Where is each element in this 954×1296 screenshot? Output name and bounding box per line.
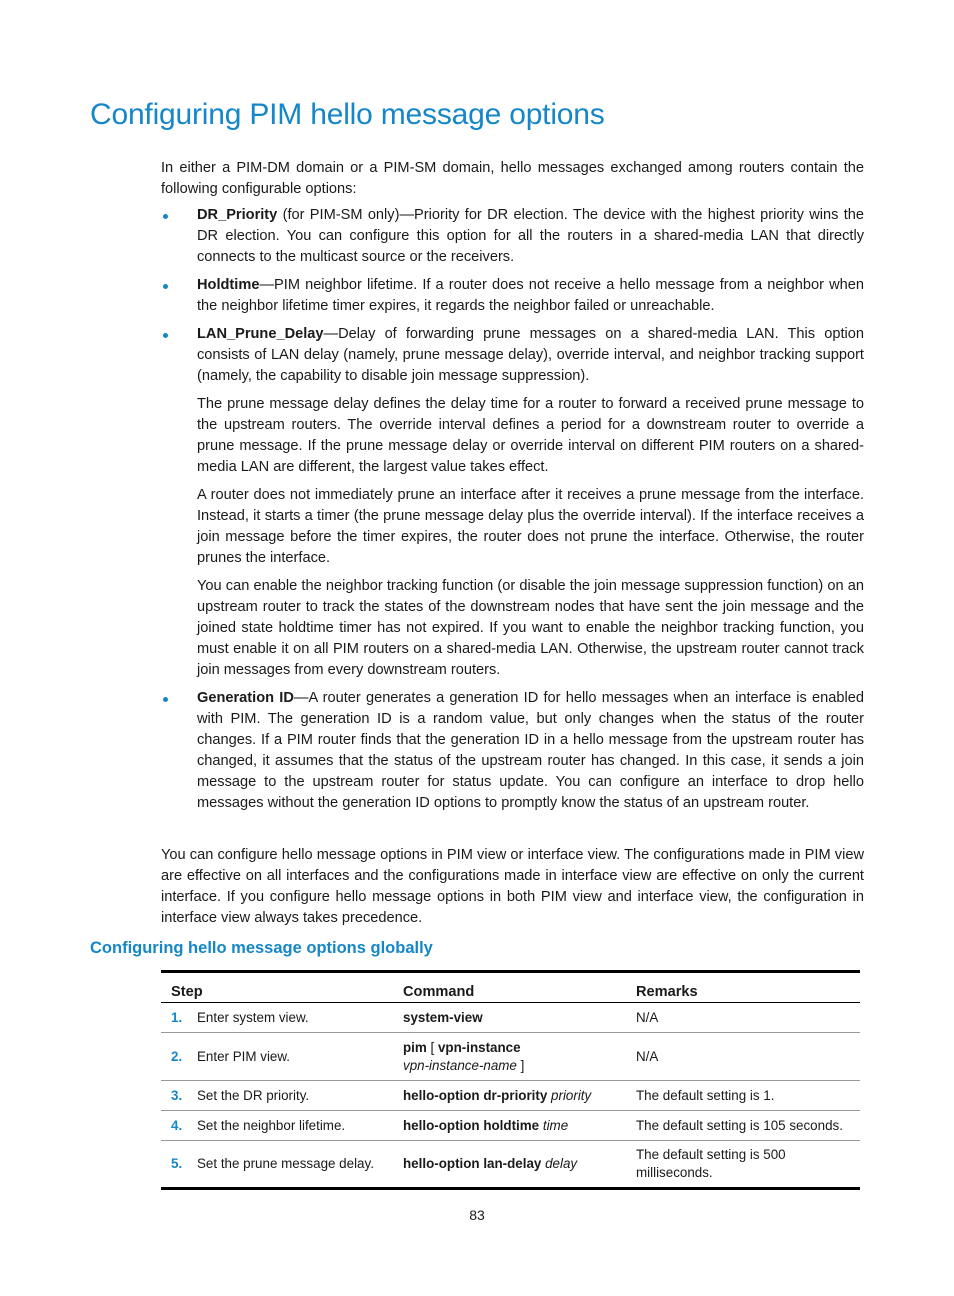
page-title: Configuring PIM hello message options (90, 98, 605, 131)
command-argument: delay (545, 1156, 578, 1171)
term-label: DR_Priority (197, 207, 278, 223)
term-label: Generation ID (197, 690, 294, 706)
column-header-command: Command (393, 972, 626, 1003)
command-keyword: system-view (403, 1009, 483, 1025)
list-item-generation-id (161, 688, 864, 814)
command-keyword: hello-option holdtime (403, 1117, 540, 1133)
table-row (161, 1033, 860, 1081)
term-description: (for PIM-SM only)—Priority for DR election. The device with the highest priority wins the DR election. You can configure this option for all the routers in a shared-media LAN that directly connects to the multicast source or the receivers. (197, 207, 864, 265)
step-description: Set the prune message delay. (197, 1156, 374, 1171)
step-description: Enter PIM view. (197, 1048, 291, 1064)
command-keyword: pim (403, 1039, 427, 1055)
step-number: 4. (171, 1117, 183, 1133)
command-argument: time (542, 1117, 569, 1133)
command-keyword: vpn-instance (437, 1039, 521, 1055)
detail-paragraph: A router does not immediately prune an interface after it receives a prune message from the interface. Instead, it starts a timer (the prune message delay plus the override interval). If the interface receives a join message before the timer expires, the router does not prune the interface. Otherwise, the router prunes the interface. (197, 487, 864, 566)
section-heading: Configuring hello message options globally (90, 939, 433, 957)
step-number: 5. (171, 1156, 183, 1171)
term-description: —Delay of forwarding prune messages on a shared-media LAN. This option consists of LAN delay (namely, prune message delay), override interval, and neighbor tracking support (namely, the capability to disable join message suppression). (197, 326, 864, 384)
list-item-lan-prune-delay (161, 324, 864, 681)
bullet-icon (163, 214, 168, 219)
detail-paragraph: You can enable the neighbor tracking function (or disable the join message suppression function) on an upstream router to track the states of the downstream nodes that have sent the join message and the joined state holdtime timer has not expired. If you want to enable the neighbor tracking function, you must enable it on all PIM routers on a shared-media LAN. Otherwise, the upstream router cannot track join messages from every downstream routers. (197, 578, 864, 678)
detail-paragraph: The prune message delay defines the delay time for a router to forward a received prune message to the upstream routers. The override interval defines a period for a downstream router to override a prune message. If the prune message delay or override interval on different PIM routers on a shared-media LAN are different, the largest value takes effect. (197, 396, 864, 475)
remarks-cell: N/A (626, 1003, 860, 1033)
remarks-cell: N/A (626, 1033, 860, 1081)
bullet-icon (163, 697, 168, 702)
term-label: LAN_Prune_Delay (197, 326, 324, 342)
options-list (161, 205, 864, 821)
step-number: 3. (171, 1087, 183, 1103)
step-description: Set the neighbor lifetime. (197, 1117, 346, 1133)
bullet-icon (163, 284, 168, 289)
remarks-cell: The default setting is 1. (626, 1081, 860, 1111)
command-argument: priority (551, 1087, 592, 1103)
command-keyword: hello-option lan-delay (403, 1156, 542, 1171)
list-item-holdtime (161, 275, 864, 317)
table-row (161, 1081, 860, 1111)
remarks-cell: The default setting is 105 seconds. (626, 1111, 860, 1141)
command-bracket: ] (516, 1057, 525, 1073)
table-header-row (161, 972, 860, 1003)
step-number: 1. (171, 1009, 183, 1025)
term-description: —PIM neighbor lifetime. If a router does not receive a hello message from a neighbor when the neighbor lifetime timer expires, it regards the neighbor failed or unreachable. (197, 277, 864, 314)
column-header-remarks: Remarks (626, 972, 860, 1003)
config-table (161, 970, 860, 1190)
command-bracket: [ (426, 1039, 438, 1055)
column-header-step: Step (161, 972, 393, 1003)
list-item-dr-priority (161, 205, 864, 268)
step-description: Enter system view. (197, 1009, 309, 1025)
command-argument: vpn-instance-name (403, 1057, 517, 1073)
remarks-cell: The default setting is 500 milliseconds. (636, 1147, 786, 1180)
table-row (161, 1141, 860, 1189)
table-row (161, 1003, 860, 1033)
bullet-icon (163, 333, 168, 338)
step-number: 2. (171, 1048, 183, 1064)
outro-paragraph: You can configure hello message options in PIM view or interface view. The configurations made in PIM view are effective on all interfaces and the configurations made in interface view are effective on only the current interface. If you configure hello message options in both PIM view and interface view, the configuration in interface view always takes precedence. (161, 847, 864, 926)
term-description: —A router generates a generation ID for hello messages when an interface is enabled with PIM. The generation ID is a random value, but only changes when the status of the router changes. If a PIM router finds that the generation ID in a hello message from the upstream router has changed, it assumes that the status of the upstream router has changed. In this case, it sends a join message to the upstream router for status update. You can configure an interface to drop hello messages without the generation ID options to promptly know the status of an upstream router. (197, 690, 864, 811)
intro-paragraph: In either a PIM-DM domain or a PIM-SM domain, hello messages exchanged among routers contain the following configurable options: (161, 160, 864, 197)
term-label: Holdtime (197, 277, 260, 293)
page-number: 83 (469, 1207, 485, 1223)
step-description: Set the DR priority. (197, 1087, 310, 1103)
table-row (161, 1111, 860, 1141)
command-keyword: hello-option dr-priority (403, 1087, 548, 1103)
